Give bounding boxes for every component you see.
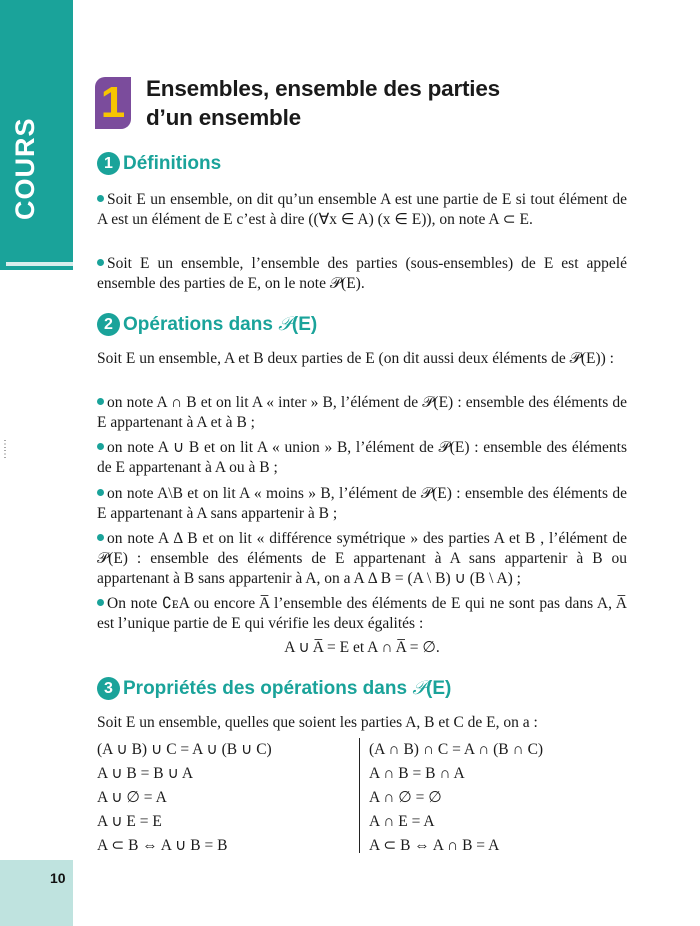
operation-item-5 [97,594,627,634]
section-title-3-suffix: (E) [426,678,452,699]
section-number-2: 2 [97,313,120,336]
operation-item-4 [97,529,627,589]
property-row: A ∩ ∅ = ∅ [369,789,442,806]
section-title-2-script: 𝒫 [278,313,292,335]
section-heading-3 [97,677,451,700]
section-title-2 [123,313,317,336]
complement-equalities: A ∪ A̅ = E et A ∩ A̅ = ∅. [284,639,440,656]
section-title-3-prefix: Propriétés des opérations dans [123,678,413,699]
bullet-dot [97,534,104,541]
properties-intro: Soit E un ensemble, quelles que soient les parties A, B et C de E, on a : [97,714,538,731]
property-row: A ⊂ B ⇔ A ∩ B = A [369,837,500,854]
operations-intro: Soit E un ensemble, A et B deux parties de E (on dit aussi deux éléments de 𝒫(E)) : [97,350,614,367]
definition-1 [97,190,627,230]
section-title-3 [123,677,451,700]
operation-item-2 [97,438,627,478]
chapter-title-line2: d’un ensemble [146,105,301,130]
bullet-dot [97,398,104,405]
property-row: A ⊂ B ⇔ A ∪ B = B [97,837,228,854]
properties-union-column [97,738,272,858]
bullet-dot [97,195,104,202]
bullet-dot [97,259,104,266]
definition-2-text: Soit E un ensemble, l’ensemble des parties (sous-ensembles) de E est appelé ensemble des parties de E, on le note 𝒫(E). [97,255,627,292]
properties-intersection-column [369,738,543,858]
property-row: A ∩ E = A [369,813,435,830]
cours-label: COURS [10,117,40,220]
section-title-2-prefix: Opérations dans [123,314,279,335]
edge-marks: ⋮ ⋮ [0,439,10,460]
bullet-dot [97,443,104,450]
operation-item-2-text: on note A ∪ B et on lit A « union » B, l’élément de 𝒫(E) : ensemble des éléments de E appartenant à A ou à B ; [97,439,627,476]
section-title-2-suffix: (E) [291,314,318,335]
section-title-1: Définitions [123,152,222,174]
definition-2 [97,254,627,294]
bullet-dot [97,599,104,606]
operation-item-4-text: on note A Δ B et on lit « différence symétrique » des parties A et B , l’élément de 𝒫(E) : ensemble des éléments de E appartenant à A sans appartenir à B ou appartenant à B sans appartenir à A, on a A Δ B = (A \ B) ∪ (B \ A) ; [97,530,627,587]
property-row: (A ∪ B) ∪ C = A ∪ (B ∪ C) [97,741,272,758]
column-divider [359,738,360,853]
property-row: A ∩ B = B ∩ A [369,765,465,782]
chapter-number: 1 [100,78,126,127]
section-number-1: 1 [97,152,120,175]
property-row: A ∪ ∅ = A [97,789,167,806]
section-heading-1 [97,152,221,175]
bullet-dot [97,489,104,496]
page-number: 10 [50,870,66,886]
property-row: (A ∩ B) ∩ C = A ∩ (B ∩ C) [369,741,544,758]
operation-item-3 [97,484,627,524]
operation-item-3-text: on note A\B et on lit A « moins » B, l’élément de 𝒫(E) : ensemble des éléments de E appartenant à A sans appartenir à B ; [97,485,627,522]
property-row: A ∪ E = E [97,813,162,830]
section-heading-2 [97,313,317,336]
section-title-3-script: 𝒫 [412,677,427,699]
operation-item-1 [97,393,627,433]
chapter-title [146,74,500,132]
chapter-number-badge [95,77,131,129]
property-row: A ∪ B = B ∪ A [97,765,194,782]
definition-1-text: Soit E un ensemble, on dit qu’un ensemble A est une partie de E si tout élément de A est un élément de E c’est à dire ((∀x ∈ A) (x ∈ E)), on note A ⊂ E. [97,191,627,228]
operation-item-1-text: on note A ∩ B et on lit A « inter » B, l’élément de 𝒫(E) : ensemble des éléments de E appartenant à A et à B ; [97,394,627,431]
operation-item-5-text: On note ∁ᴇA ou encore A̅ l’ensemble des éléments de E qui ne sont pas dans A, A̅ est l’unique partie de E qui vérifie les deux égalités : [97,595,627,632]
chapter-title-line1: Ensembles, ensemble des parties [146,76,500,101]
section-number-3: 3 [97,677,120,700]
